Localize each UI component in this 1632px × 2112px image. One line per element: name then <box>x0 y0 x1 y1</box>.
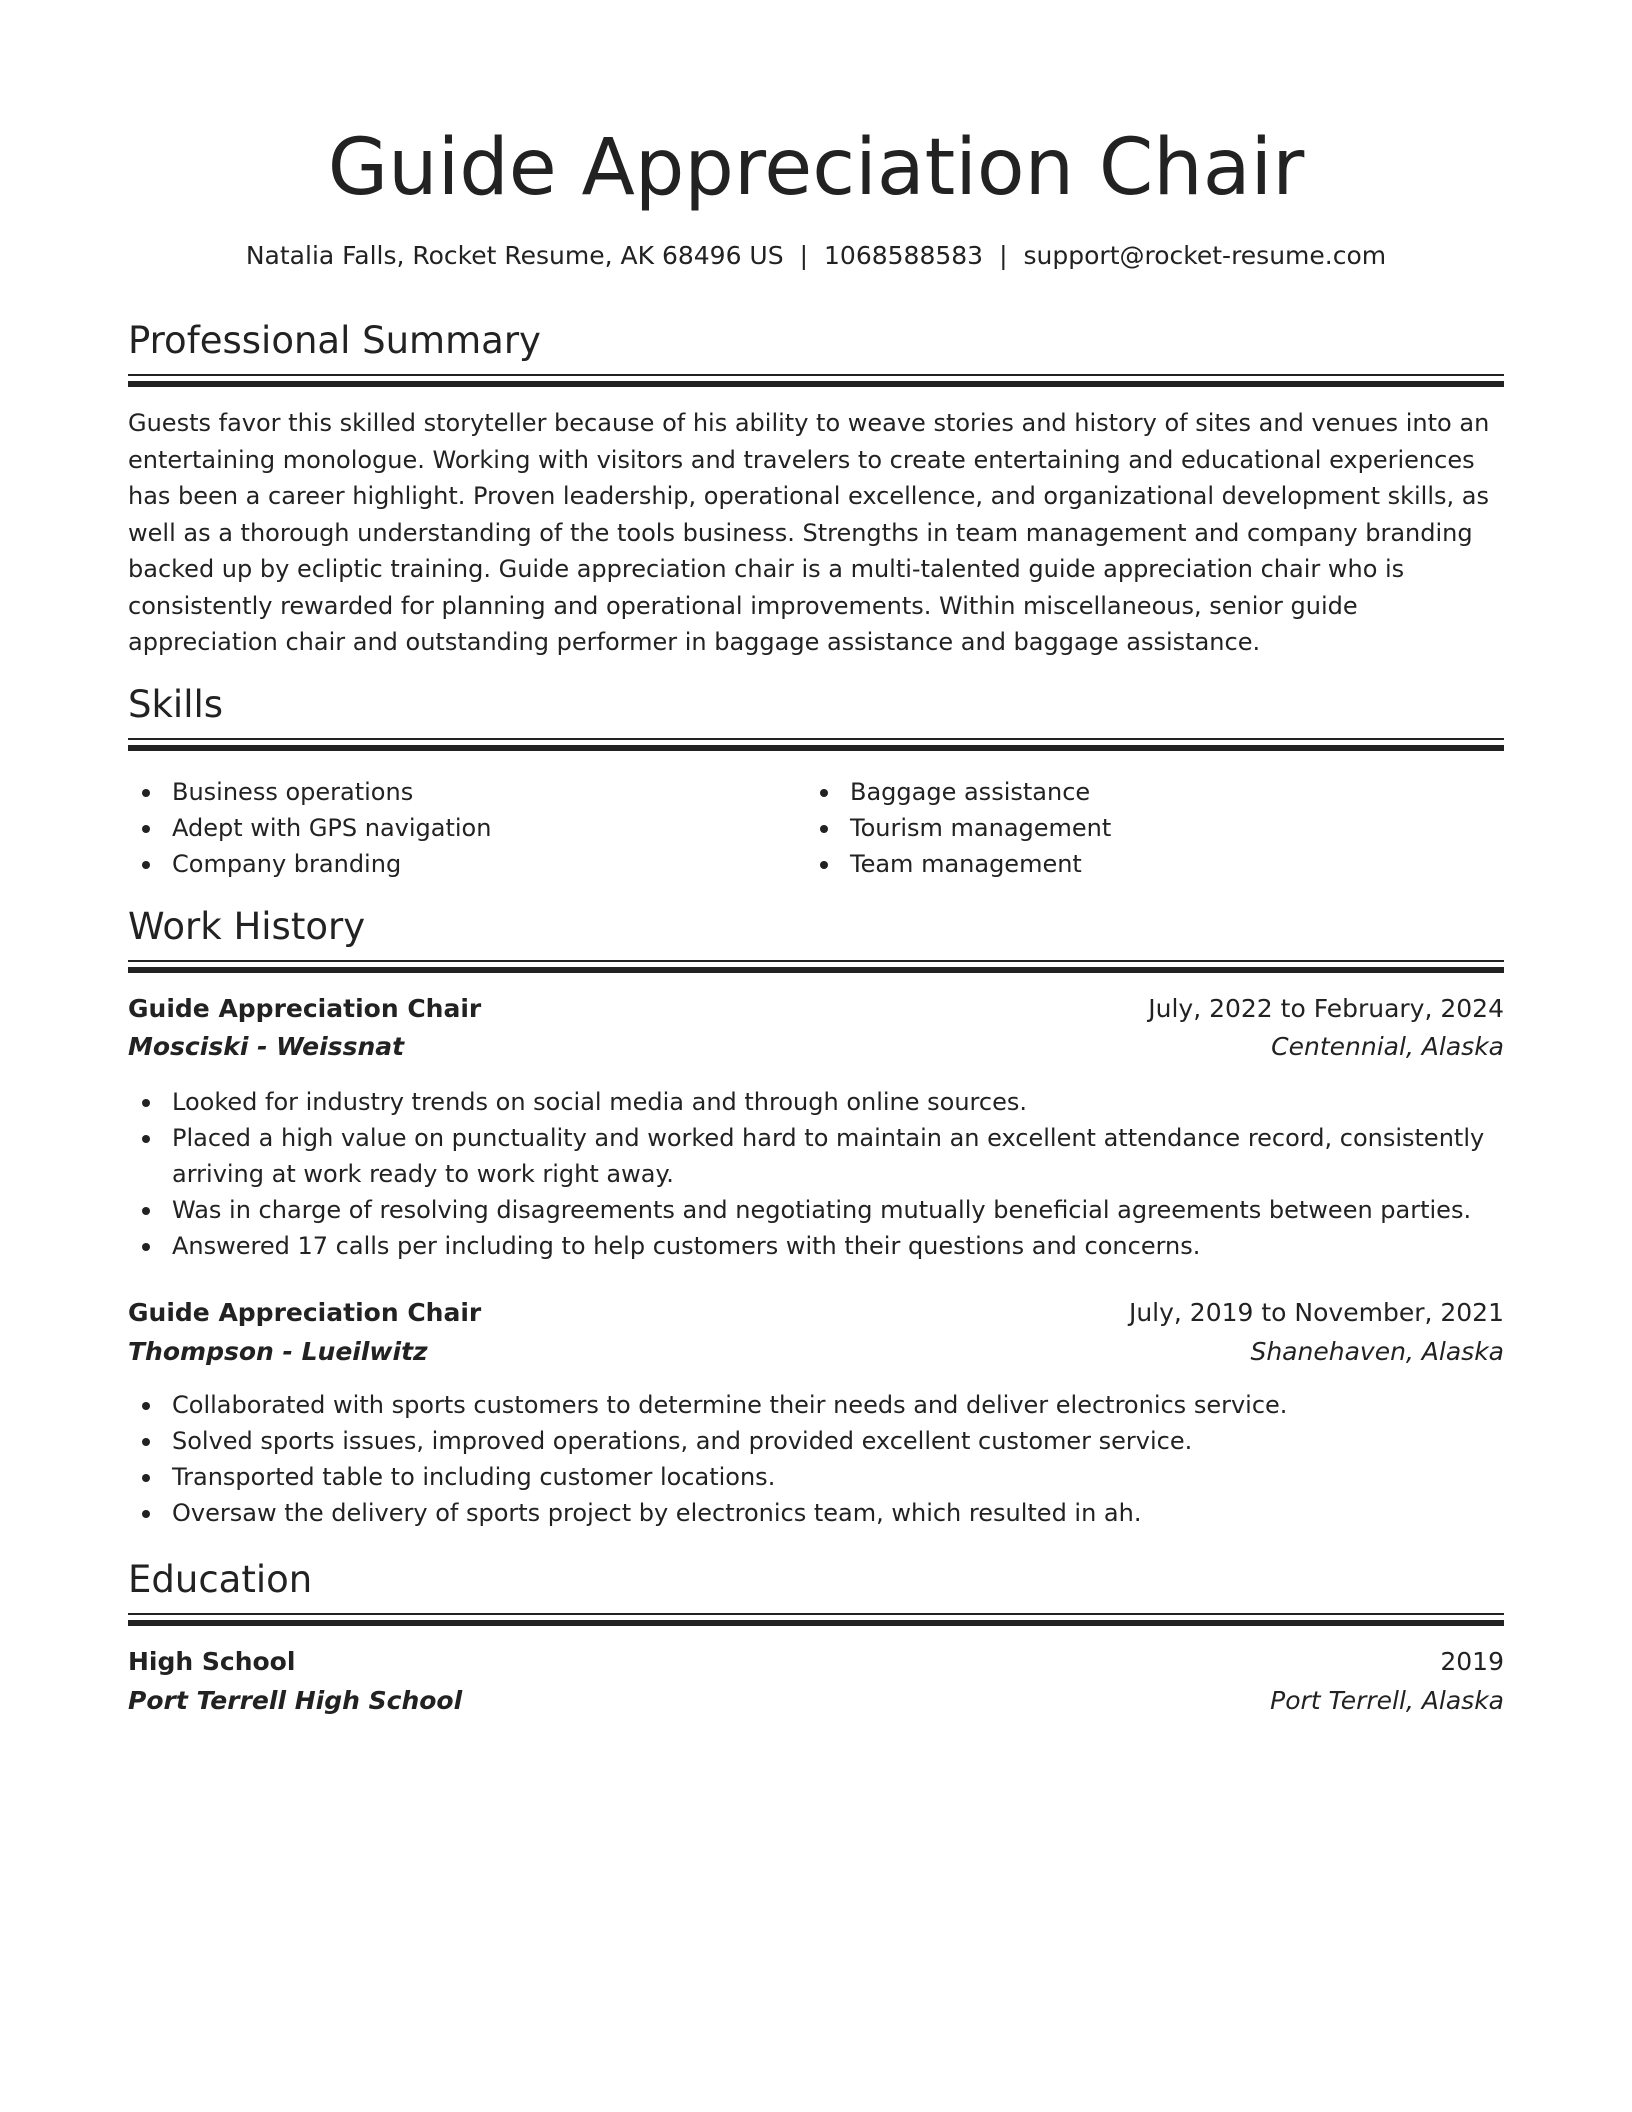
bullet-dot-icon <box>142 1243 150 1251</box>
bullet-dot-icon <box>142 1510 150 1518</box>
section-title-summary: Professional Summary <box>128 319 541 362</box>
skill-item <box>172 810 491 846</box>
skill-label: Business operations <box>172 778 414 806</box>
skill-label: Team management <box>850 850 1082 878</box>
bullet-dot-icon <box>820 861 828 869</box>
job-bullet <box>172 1459 1504 1495</box>
bullet-dot-icon <box>142 825 150 833</box>
section-divider <box>128 374 1504 388</box>
skill-item <box>850 846 1111 882</box>
job-bullet-text: Looked for industry trends on social media and through online sources. <box>172 1088 1027 1116</box>
skill-item <box>172 774 491 810</box>
bullet-dot-icon <box>142 861 150 869</box>
contact-separator: | <box>799 241 809 270</box>
job-bullet <box>172 1495 1504 1531</box>
job-header <box>128 1294 1504 1332</box>
education-year: 2019 <box>1440 1647 1504 1676</box>
bullet-dot-icon <box>142 1207 150 1215</box>
job-subheader <box>128 1333 1504 1371</box>
bullet-dot-icon <box>142 789 150 797</box>
section-title-skills: Skills <box>128 683 224 726</box>
section-title-work: Work History <box>128 905 366 948</box>
job-header <box>128 990 1504 1028</box>
section-divider <box>128 960 1504 974</box>
job-bullet-text: Was in charge of resolving disagreements and negotiating mutually beneficial agreements between parties. <box>172 1196 1472 1224</box>
education-subheader <box>128 1682 1504 1720</box>
job-bullet-text: Solved sports issues, improved operations, and provided excellent customer service. <box>172 1427 1193 1455</box>
job-bullet-text: Placed a high value on punctuality and worked hard to maintain an excellent attendance record, consistently arriving at work ready to work right away. <box>172 1124 1485 1188</box>
job-bullet <box>172 1387 1504 1423</box>
contact-separator: | <box>999 241 1008 270</box>
bullet-dot-icon <box>820 825 828 833</box>
job-bullet <box>172 1423 1504 1459</box>
job-dates: July, 2022 to February, 2024 <box>1148 994 1504 1023</box>
job-bullet <box>172 1084 1504 1120</box>
skill-item <box>850 810 1111 846</box>
job-location: Shanehaven, Alaska <box>1250 1337 1504 1366</box>
job-bullets <box>128 1084 1504 1264</box>
job-bullets <box>128 1387 1504 1531</box>
education-header <box>128 1643 1504 1681</box>
job-company: Mosciski - Weissnat <box>128 1032 405 1061</box>
section-title-education: Education <box>128 1558 313 1601</box>
skill-label: Baggage assistance <box>850 778 1091 806</box>
job-company: Thompson - Lueilwitz <box>128 1337 428 1366</box>
job-dates: July, 2019 to November, 2021 <box>1128 1298 1504 1327</box>
job-bullet <box>172 1120 1504 1192</box>
skill-label: Tourism management <box>850 814 1112 842</box>
bullet-dot-icon <box>142 1474 150 1482</box>
skill-item <box>850 774 1111 810</box>
skill-label: Adept with GPS navigation <box>172 814 492 842</box>
job-bullet-text: Answered 17 calls per including to help customers with their questions and concerns. <box>172 1232 1201 1260</box>
job-bullet-text: Collaborated with sports customers to determine their needs and deliver electronics service. <box>172 1391 1288 1419</box>
job-bullet <box>172 1192 1504 1228</box>
job-role: Guide Appreciation Chair <box>128 1298 482 1327</box>
job-role: Guide Appreciation Chair <box>128 994 482 1023</box>
skills-list-left <box>128 774 491 882</box>
bullet-dot-icon <box>142 1438 150 1446</box>
summary-text: Guests favor this skilled storyteller because of his ability to weave stories and history of sites and venues into an entertaining monologue. Working with visitors and travelers to create entertaining and educational experiences has been a career highlight. Proven leadership, operational excellence, and organizational development skills, as well as a thorough understanding of the tools business. Strengths in team management and company branding backed up by ecliptic training. Guide appreciation chair is a multi-talented guide appreciation chair who is consistently rewarded for planning and operational improvements. Within miscellaneous, senior guide appreciation chair and outstanding performer in baggage assistance and baggage assistance. <box>128 409 1490 656</box>
job-bullet <box>172 1228 1504 1264</box>
job-bullet-text: Transported table to including customer locations. <box>172 1463 776 1491</box>
job-subheader <box>128 1028 1504 1066</box>
contact-phone: 1068588583 <box>824 241 984 270</box>
bullet-dot-icon <box>142 1135 150 1143</box>
bullet-dot-icon <box>142 1099 150 1107</box>
contact-address: Natalia Falls, Rocket Resume, AK 68496 US <box>245 241 784 270</box>
contact-email: support@rocket-resume.com <box>1023 241 1387 270</box>
section-divider <box>128 738 1504 752</box>
education-degree: High School <box>128 1647 296 1676</box>
bullet-dot-icon <box>142 1402 150 1410</box>
skills-list-right <box>806 774 1111 882</box>
education-school: Port Terrell High School <box>128 1686 463 1715</box>
skill-item <box>172 846 491 882</box>
skill-label: Company branding <box>172 850 402 878</box>
section-divider <box>128 1613 1504 1627</box>
bullet-dot-icon <box>820 789 828 797</box>
resume-name-title: Guide Appreciation Chair <box>327 123 1305 213</box>
job-location: Centennial, Alaska <box>1271 1032 1504 1061</box>
job-bullet-text: Oversaw the delivery of sports project by electronics team, which resulted in ah. <box>172 1499 1142 1527</box>
education-location: Port Terrell, Alaska <box>1270 1686 1504 1715</box>
contact-line <box>128 236 1504 276</box>
